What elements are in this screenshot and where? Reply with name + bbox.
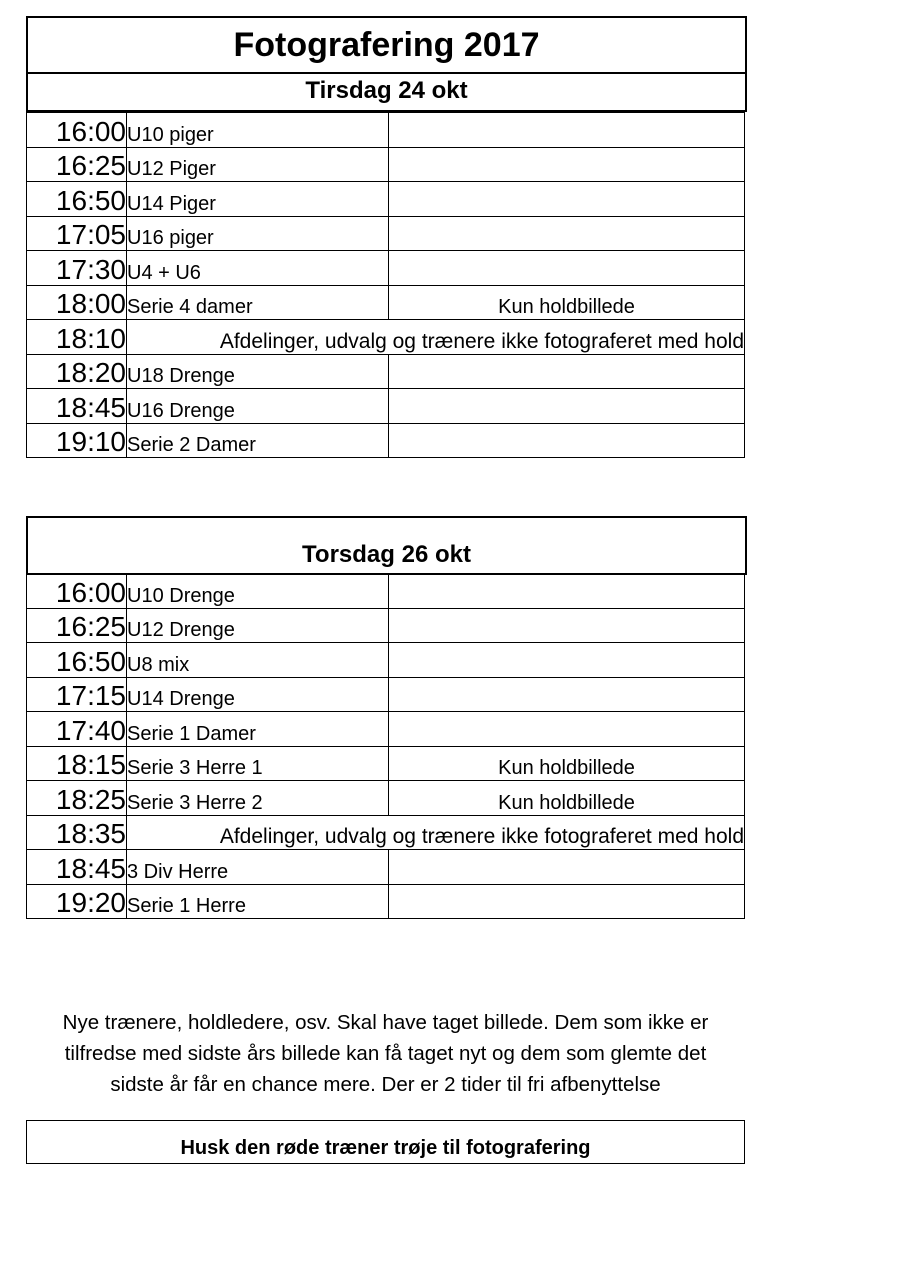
day-header-tuesday [26, 72, 747, 112]
note-cell [389, 850, 745, 885]
team-cell: U16 Drenge [127, 389, 389, 424]
note-cell [389, 574, 745, 609]
time-cell: 18:15 [27, 746, 127, 781]
team-cell: Serie 3 Herre 1 [127, 746, 389, 781]
schedule-body [27, 574, 745, 919]
schedule-row [27, 608, 745, 643]
team-cell: Serie 1 Damer [127, 712, 389, 747]
team-cell: U12 Piger [127, 147, 389, 182]
info-line: sidste år får en chance mere. Der er 2 tider til fri afbenyttelse [110, 1073, 661, 1096]
schedule-row [27, 251, 745, 286]
schedule-row [27, 423, 745, 458]
schedule-row [27, 712, 745, 747]
note-cell [389, 608, 745, 643]
break-note-cell: Afdelinger, udvalg og trænere ikke fotograferet med hold [127, 320, 745, 355]
schedule-row [27, 815, 745, 850]
schedule-row [27, 850, 745, 885]
schedule-body [27, 113, 745, 458]
note-cell: Kun holdbillede [389, 285, 745, 320]
time-cell: 16:25 [27, 608, 127, 643]
team-cell: Serie 1 Herre [127, 884, 389, 919]
time-cell: 19:10 [27, 423, 127, 458]
time-cell: 18:45 [27, 850, 127, 885]
day-label: Torsdag 26 okt [302, 541, 471, 568]
time-cell: 16:00 [27, 574, 127, 609]
team-cell: U14 Piger [127, 182, 389, 217]
time-cell: 17:40 [27, 712, 127, 747]
schedule-row [27, 285, 745, 320]
team-cell: U10 piger [127, 113, 389, 148]
note-cell [389, 423, 745, 458]
team-cell: 3 Div Herre [127, 850, 389, 885]
note-cell [389, 147, 745, 182]
team-cell: U14 Drenge [127, 677, 389, 712]
reminder-box [26, 1120, 745, 1164]
team-cell: U8 mix [127, 643, 389, 678]
schedule-row [27, 643, 745, 678]
schedule-row [27, 781, 745, 816]
page-title [26, 16, 747, 74]
day-label: Tirsdag 24 okt [305, 77, 468, 104]
note-cell: Kun holdbillede [389, 746, 745, 781]
note-cell [389, 884, 745, 919]
team-cell: Serie 4 damer [127, 285, 389, 320]
team-cell: Serie 2 Damer [127, 423, 389, 458]
note-cell [389, 643, 745, 678]
info-line: Nye trænere, holdledere, osv. Skal have taget billede. Dem som ikke er [62, 1011, 709, 1034]
schedule-row [27, 746, 745, 781]
schedule-row [27, 354, 745, 389]
schedule-row [27, 320, 745, 355]
day-header-thursday [26, 516, 747, 575]
time-cell: 18:35 [27, 815, 127, 850]
time-cell: 19:20 [27, 884, 127, 919]
time-cell: 16:50 [27, 643, 127, 678]
info-line: tilfredse med sidste års billede kan få taget nyt og dem som glemte det [64, 1042, 707, 1065]
note-cell: Kun holdbillede [389, 781, 745, 816]
reminder-text: Husk den røde træner trøje til fotografering [180, 1137, 591, 1159]
page-title-text: Fotografering 2017 [233, 25, 540, 64]
schedule-row [27, 677, 745, 712]
time-cell: 17:05 [27, 216, 127, 251]
note-cell [389, 677, 745, 712]
schedule-table-thursday [26, 573, 745, 919]
time-cell: 18:25 [27, 781, 127, 816]
info-paragraph [26, 1007, 745, 1100]
note-cell [389, 354, 745, 389]
note-cell [389, 182, 745, 217]
team-cell: U4 + U6 [127, 251, 389, 286]
schedule-row [27, 216, 745, 251]
time-cell: 18:45 [27, 389, 127, 424]
schedule-row [27, 113, 745, 148]
team-cell: Serie 3 Herre 2 [127, 781, 389, 816]
note-cell [389, 712, 745, 747]
schedule-row [27, 147, 745, 182]
note-cell [389, 389, 745, 424]
time-cell: 17:30 [27, 251, 127, 286]
note-cell [389, 113, 745, 148]
team-cell: U16 piger [127, 216, 389, 251]
schedule-row [27, 574, 745, 609]
time-cell: 18:20 [27, 354, 127, 389]
team-cell: U18 Drenge [127, 354, 389, 389]
time-cell: 18:00 [27, 285, 127, 320]
team-cell: U12 Drenge [127, 608, 389, 643]
time-cell: 16:00 [27, 113, 127, 148]
note-cell [389, 251, 745, 286]
schedule-row [27, 884, 745, 919]
schedule-table-tuesday [26, 112, 745, 458]
time-cell: 16:25 [27, 147, 127, 182]
time-cell: 17:15 [27, 677, 127, 712]
time-cell: 18:10 [27, 320, 127, 355]
schedule-row [27, 389, 745, 424]
time-cell: 16:50 [27, 182, 127, 217]
schedule-row [27, 182, 745, 217]
note-cell [389, 216, 745, 251]
break-note-cell: Afdelinger, udvalg og trænere ikke fotograferet med hold [127, 815, 745, 850]
team-cell: U10 Drenge [127, 574, 389, 609]
